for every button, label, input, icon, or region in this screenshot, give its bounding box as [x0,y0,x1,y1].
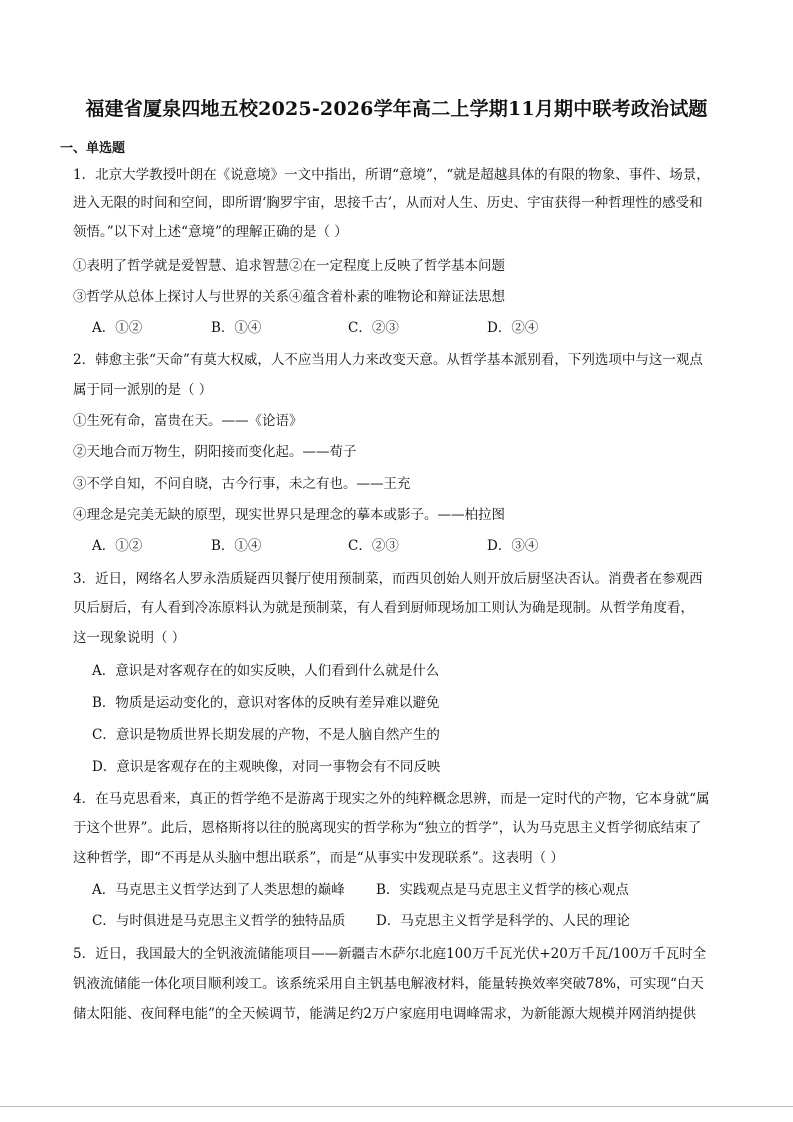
q2-line: 属于同一派别的是（ ） [73,382,213,398]
q4-line: 4．在马克思看来，真正的哲学绝不是游离于现实之外的纯粹概念思辨，而是一定时代的产物，它本身就“属 [73,791,710,807]
q2-line: ③不学自知，不问自晓，古今行事，未之有也。——王充 [73,476,411,492]
q2-option-d[interactable]: D．③④ [487,538,539,554]
q3-line: 贝后厨后，有人看到冷冻原料认为就是预制菜，有人看到厨师现场加工则认为确是现制。从哲学角度看， [73,600,694,616]
q4-option-c[interactable]: C．与时俱进是马克思主义哲学的独特品质 [92,913,346,929]
q1-line: 领悟。”以下对上述“意境”的理解正确的是（ ） [73,224,348,240]
q1-line: 1．北京大学教授叶朗在《说意境》一文中指出，所谓“意境”，“就是超越具体的有限的物象、事件、场景， [73,167,710,183]
q4-option-b[interactable]: B．实践观点是马克思主义哲学的核心观点 [376,882,629,898]
q4-line: 于这个世界”。此后，恩格斯将以往的脱离现实的哲学称为“独立的哲学”，认为马克思主义哲学彻底结束了 [73,820,702,836]
q1-line: ①表明了哲学就是爱智慧、追求智慧②在一定程度上反映了哲学基本问题 [73,258,505,274]
q3-option-d[interactable]: D．意识是客观存在的主观映像，对同一事物会有不同反映 [92,759,441,775]
section-heading: 一、单选题 [60,141,126,156]
q3-option-b[interactable]: B．物质是运动变化的，意识对客体的反映有差异难以避免 [92,695,440,711]
page-title: 福建省厦泉四地五校2025-2026学年高二上学期11月期中联考政治试题 [85,98,708,120]
q4-option-d[interactable]: D．马克思主义哲学是科学的、人民的理论 [376,913,630,929]
q5-line: 钒液流储能一体化项目顺利竣工。该系统采用自主钒基电解液材料，能量转换效率突破78%，可实现“白天 [73,976,704,992]
q5-line: 储太阳能、夜间释电能”的全天候调节，能满足约2万户家庭用电调峰需求，为新能源大规模并网消纳提供 [73,1006,696,1022]
q2-line: ②天地合而万物生，阴阳接而变化起。——荀子 [73,444,357,460]
q1-option-a[interactable]: A．①② [92,320,143,336]
q1-option-b[interactable]: B．①④ [211,320,262,336]
q1-option-c[interactable]: C．②③ [348,320,399,336]
q2-option-a[interactable]: A．①② [92,538,143,554]
page-bottom-rule [0,1106,793,1107]
q4-line: 这种哲学，即“不再是从头脑中想出联系”，而是“从事实中发现联系”。这表明（ ） [73,850,564,866]
q3-option-c[interactable]: C．意识是物质世界长期发展的产物，不是人脑自然产生的 [92,727,440,743]
q3-line: 3．近日，网络名人罗永浩质疑西贝餐厅使用预制菜，而西贝创始人则开放后厨坚决否认。消费者在参观西 [73,571,703,587]
q3-line: 这一现象说明（ ） [73,630,186,646]
q1-line: 进入无限的时间和空间，即所谓‘胸罗宇宙，思接千古’，从而对人生、历史、宇宙获得一种哲理性的感受和 [73,195,703,211]
q3-option-a[interactable]: A．意识是对客观存在的如实反映，人们看到什么就是什么 [92,663,440,679]
q1-option-d[interactable]: D．②④ [487,320,539,336]
q2-option-b[interactable]: B．①④ [211,538,262,554]
q2-line: ④理念是完美无缺的原型，现实世界只是理念的摹本或影子。——柏拉图 [73,507,505,523]
q1-line: ③哲学从总体上探讨人与世界的关系④蕴含着朴素的唯物论和辩证法思想 [73,289,505,305]
q5-line: 5．近日，我国最大的全钒液流储能项目——新疆吉木萨尔北庭100万千瓦光伏+20万千瓦/100万千瓦时全 [73,946,707,962]
q4-option-a[interactable]: A．马克思主义哲学达到了人类思想的巅峰 [92,882,345,898]
q2-line: ①生死有命，富贵在天。——《论语》 [73,413,303,429]
q2-line: 2．韩愈主张“天命”有莫大权威，人不应当用人力来改变天意。从哲学基本派别看，下列选项中与这一观点 [73,352,703,368]
q2-option-c[interactable]: C．②③ [348,538,399,554]
